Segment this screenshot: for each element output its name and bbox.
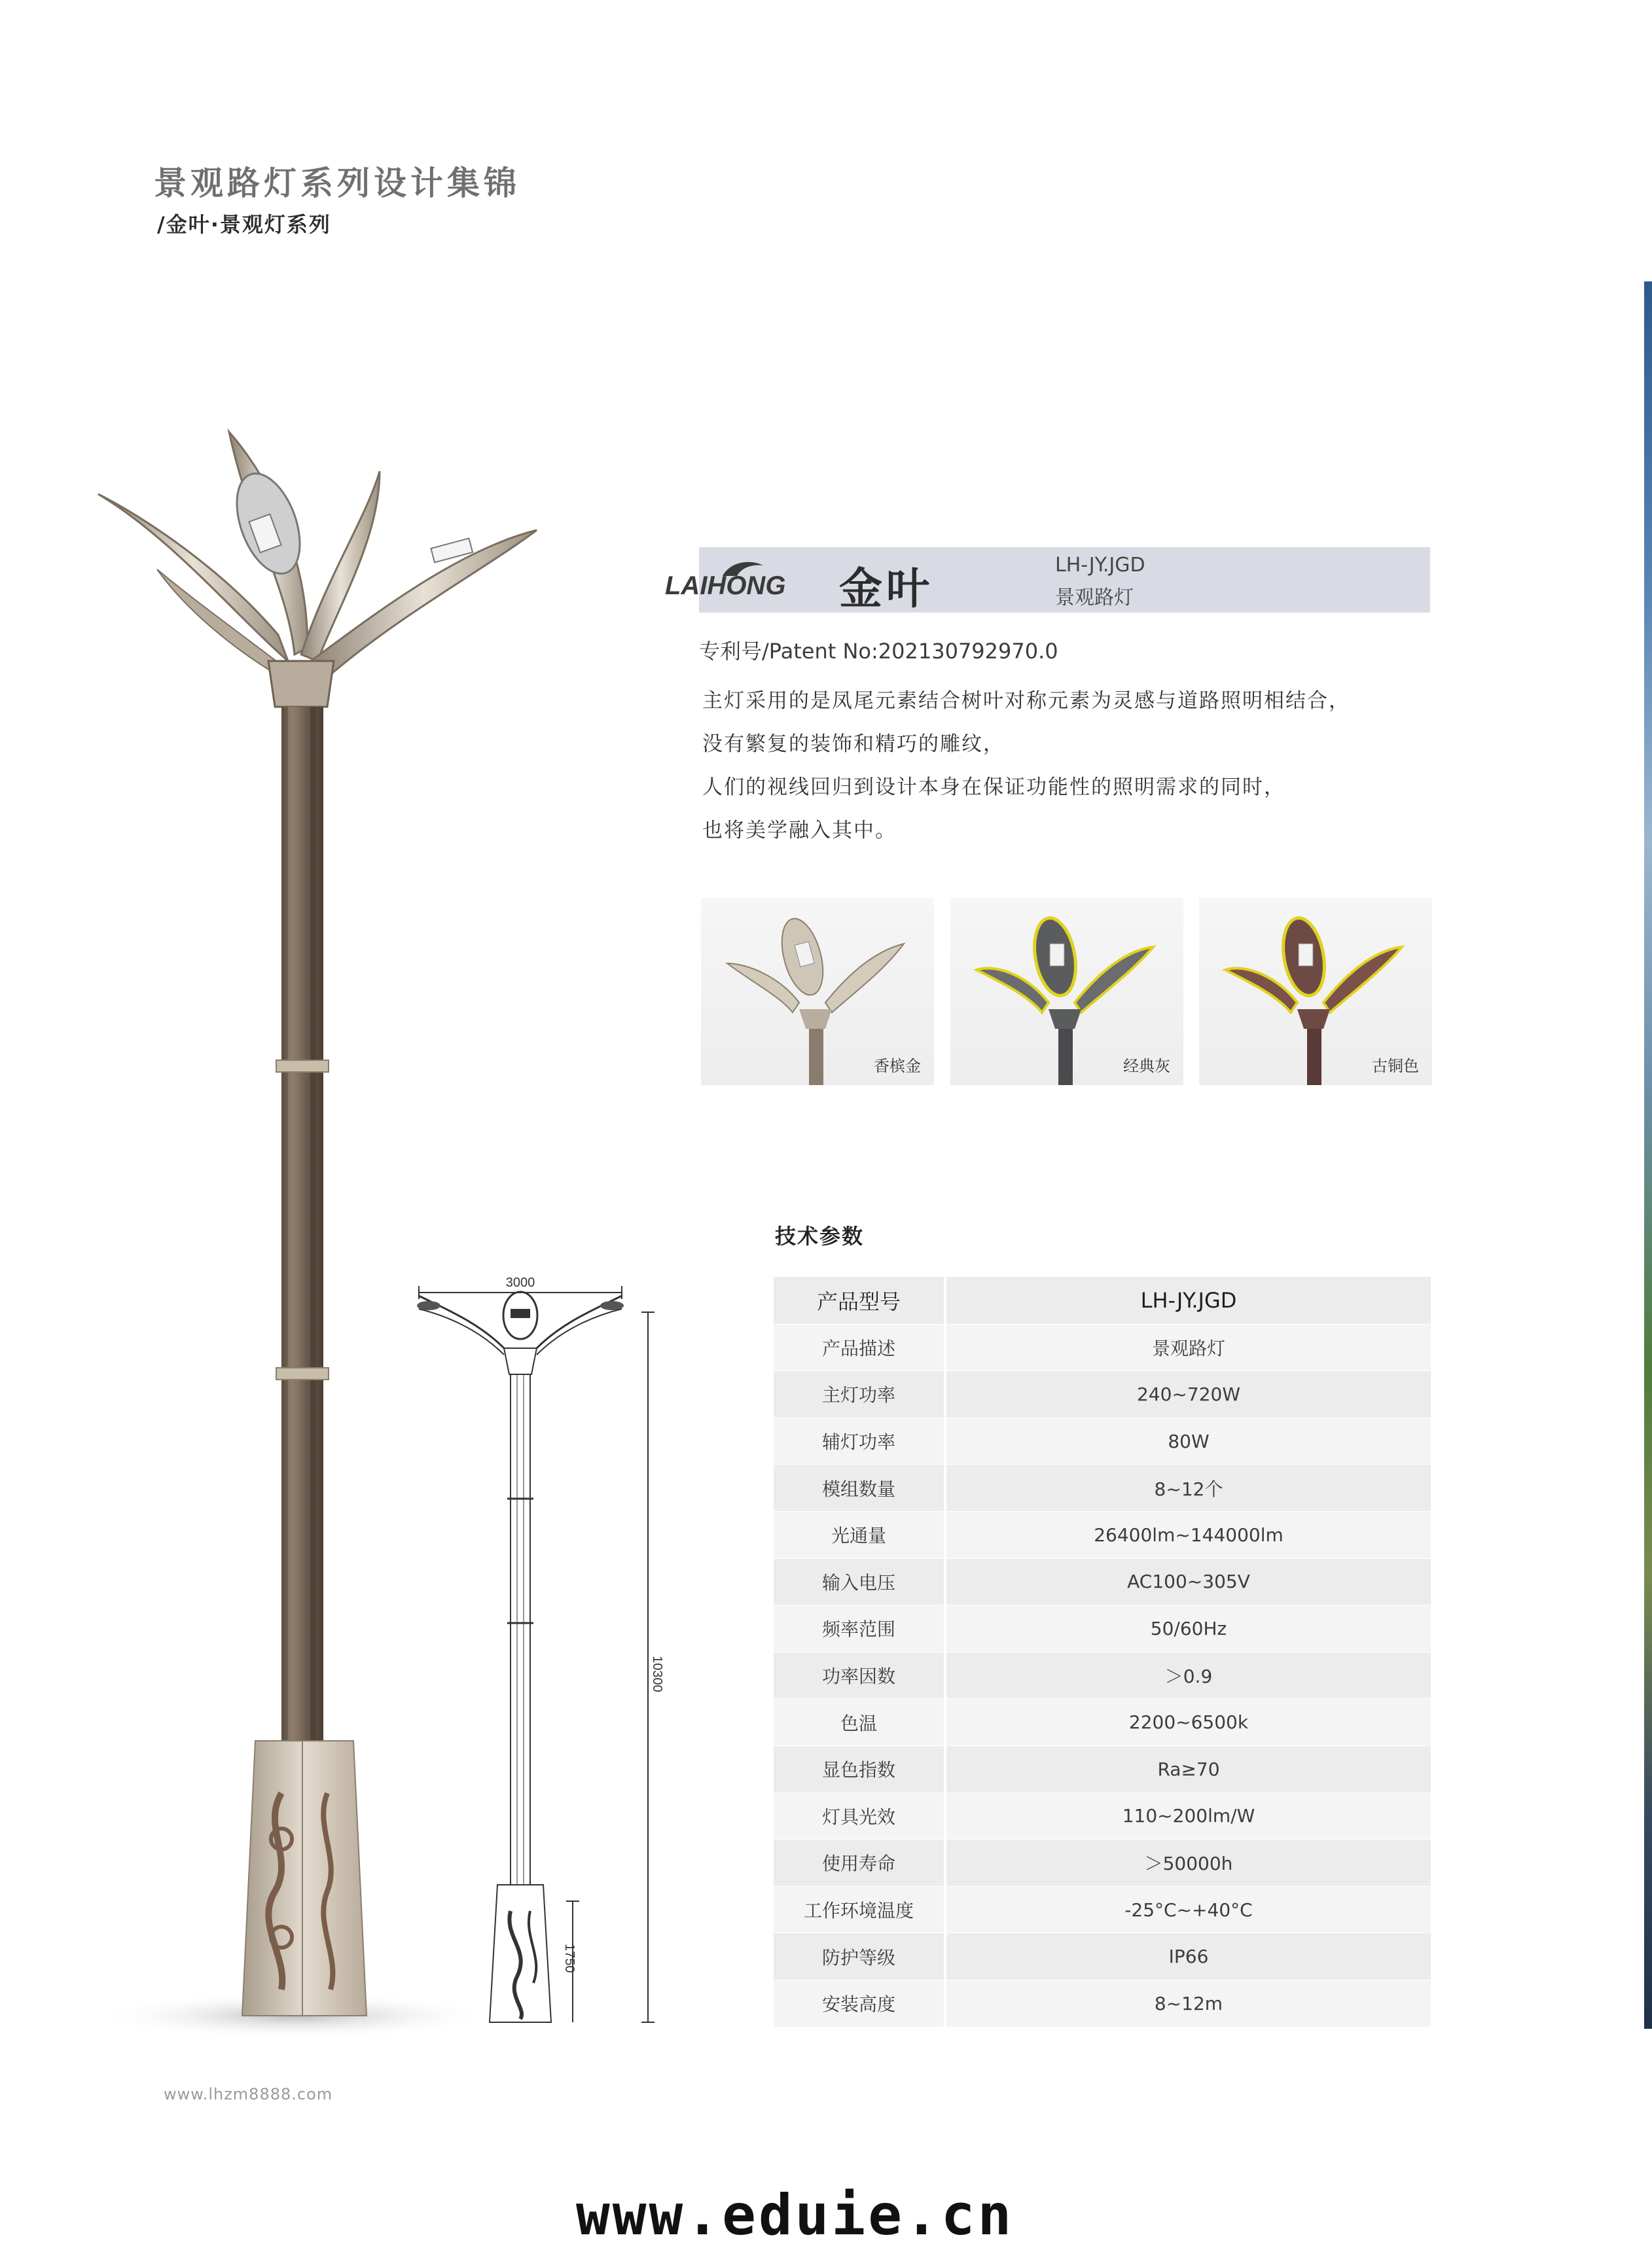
table-row <box>774 1793 1431 1840</box>
dim-height-label: 10300 <box>650 1656 664 1692</box>
table-row <box>774 1886 1431 1933</box>
spec-value: LH-JY.JGD <box>1140 1287 1237 1313</box>
spec-value: 8~12m <box>1154 1992 1223 2014</box>
spec-value: 80W <box>1168 1430 1210 1452</box>
color-option-champagne-gold <box>701 898 934 1085</box>
product-model: LH-JY.JGD <box>1055 554 1145 577</box>
table-row <box>774 1464 1431 1511</box>
spec-value: Ra≥70 <box>1157 1758 1220 1780</box>
color-option-label: 经典灰 <box>1123 1057 1170 1075</box>
laihong-logo-icon <box>665 556 809 609</box>
table-row <box>774 1698 1431 1745</box>
table-row <box>774 1418 1431 1465</box>
table-row <box>774 1277 1431 1324</box>
product-description <box>702 679 1435 852</box>
edge-photo-strip <box>1644 281 1652 2029</box>
spec-value: IP66 <box>1168 1946 1209 1968</box>
svg-text:LAIHONG: LAIHONG <box>665 571 786 600</box>
dim-base-label: 1750 <box>562 1944 577 1973</box>
table-row <box>774 1558 1431 1605</box>
website-url: www.lhzm8888.com <box>164 2085 333 2103</box>
spec-key: 使用寿命 <box>774 1840 946 1886</box>
color-option-classic-gray <box>950 898 1183 1085</box>
spec-value: ＞0.9 <box>1164 1666 1213 1688</box>
table-row <box>774 1370 1431 1418</box>
spec-key: 输入电压 <box>774 1559 946 1605</box>
spec-key: 显色指数 <box>774 1746 946 1793</box>
page-title: 景观路灯系列设计集锦 <box>154 164 520 202</box>
page-subtitle: /金叶·景观灯系列 <box>157 212 331 237</box>
spec-value: 50/60Hz <box>1150 1617 1227 1639</box>
lamp-dimension-drawing <box>406 1270 681 2042</box>
spec-value: ＞50000h <box>1144 1853 1233 1875</box>
product-type: 景观路灯 <box>1055 586 1134 609</box>
spec-key: 光通量 <box>774 1512 946 1558</box>
table-row <box>774 1652 1431 1699</box>
description-line: 没有繁复的装饰和精巧的雕纹， <box>702 732 1005 756</box>
spec-value: 26400lm~144000lm <box>1094 1524 1284 1546</box>
table-row <box>774 1980 1431 2027</box>
spec-section-title: 技术参数 <box>775 1224 865 1249</box>
spec-key: 灯具光效 <box>774 1793 946 1840</box>
spec-key: 工作环境温度 <box>774 1887 946 1933</box>
spec-value: -25°C~+40°C <box>1124 1899 1253 1921</box>
product-name: 金叶 <box>839 563 933 614</box>
spec-key: 模组数量 <box>774 1465 946 1511</box>
spec-value: 240~720W <box>1136 1383 1241 1405</box>
description-line: 人们的视线回归到设计本身在保证功能性的照明需求的同时， <box>702 776 1285 799</box>
spec-key: 防护等级 <box>774 1933 946 1980</box>
spec-value: 2200~6500k <box>1128 1711 1249 1734</box>
spec-key: 产品描述 <box>774 1325 946 1371</box>
table-row <box>774 1933 1431 1980</box>
spec-key: 安装高度 <box>774 1980 946 2027</box>
spec-key: 主灯功率 <box>774 1371 946 1418</box>
spec-value: 110~200lm/W <box>1122 1805 1255 1827</box>
color-option-label: 香槟金 <box>874 1057 921 1075</box>
color-option-label: 古铜色 <box>1372 1057 1419 1075</box>
dim-width-label: 3000 <box>505 1276 535 1290</box>
spec-key: 辅灯功率 <box>774 1418 946 1465</box>
table-row <box>774 1839 1431 1886</box>
spec-key: 频率范围 <box>774 1605 946 1652</box>
spec-value: AC100~305V <box>1127 1571 1250 1593</box>
table-row <box>774 1605 1431 1652</box>
spec-key: 色温 <box>774 1699 946 1745</box>
description-line: 主灯采用的是凤尾元素结合树叶对称元素为灵感与道路照明相结合， <box>702 689 1350 713</box>
spec-key: 功率因数 <box>774 1652 946 1699</box>
table-row <box>774 1745 1431 1793</box>
spec-key: 产品型号 <box>774 1277 946 1324</box>
color-option-antique-bronze <box>1199 898 1432 1085</box>
watermark-text: www.eduie.cn <box>576 2183 1015 2248</box>
spec-value: 8~12个 <box>1154 1478 1223 1500</box>
description-line: 也将美学融入其中。 <box>702 819 897 842</box>
table-row <box>774 1511 1431 1558</box>
patent-number: 专利号/Patent No:202130792970.0 <box>699 639 1058 664</box>
table-row <box>774 1324 1431 1371</box>
spec-value: 景观路灯 <box>1151 1337 1225 1359</box>
spec-table <box>774 1277 1431 2027</box>
